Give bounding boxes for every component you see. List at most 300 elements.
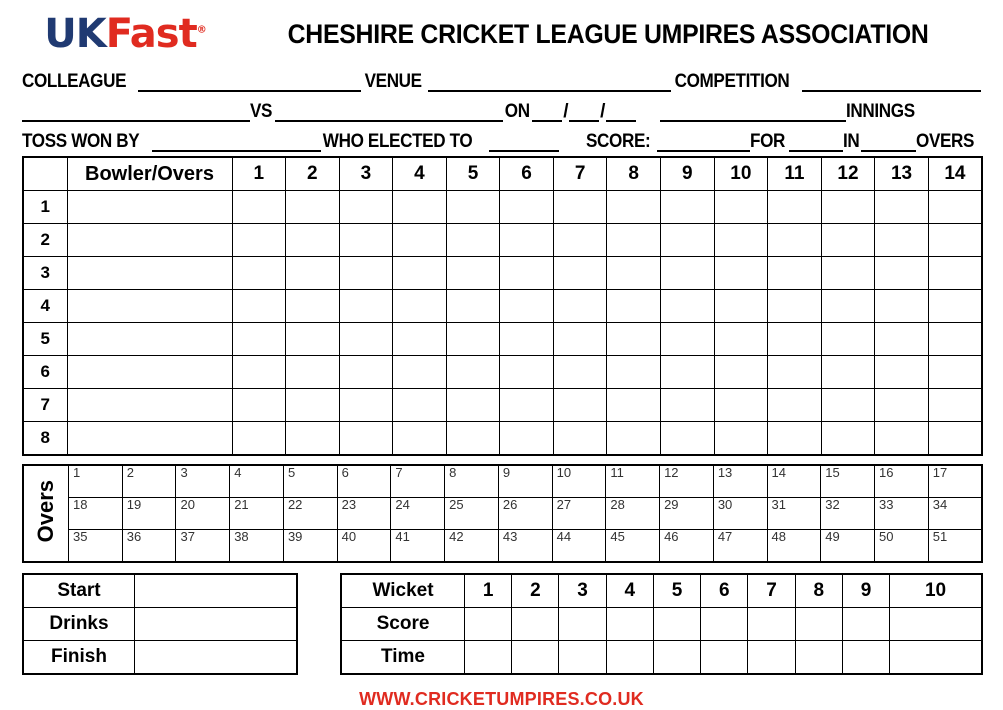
score-input[interactable] [657, 133, 750, 152]
bowler-over-cell[interactable] [446, 356, 500, 389]
in-overs-input[interactable] [861, 133, 916, 152]
bowler-over-cell[interactable] [768, 224, 822, 257]
bowler-over-cell[interactable] [339, 389, 393, 422]
bowler-over-cell[interactable] [232, 356, 286, 389]
over-number-cell[interactable]: 3 [176, 465, 230, 498]
bowler-name-cell[interactable] [67, 356, 232, 389]
bowler-over-cell[interactable] [821, 389, 875, 422]
bowler-over-cell[interactable] [339, 323, 393, 356]
registered-trademark-icon: ® [196, 24, 206, 36]
for-wickets-input[interactable] [789, 133, 843, 152]
over-column-header: 7 [553, 157, 607, 191]
wicket-score-cell[interactable] [465, 608, 512, 641]
bowler-name-header: Bowler/Overs [67, 157, 232, 191]
overs-row-2 [23, 498, 982, 530]
bowler-row-number: 8 [23, 422, 67, 456]
bowler-over-cell[interactable] [286, 224, 340, 257]
date-year-input[interactable] [606, 103, 636, 122]
over-number-cell[interactable]: 38 [230, 530, 284, 563]
over-number-cell[interactable]: 1 [69, 465, 123, 498]
fall-of-wickets-table [340, 573, 983, 675]
bowler-over-cell[interactable] [446, 290, 500, 323]
form-line-toss-score [0, 122, 1003, 152]
wicket-score-row [341, 608, 982, 641]
bowler-over-cell[interactable] [768, 191, 822, 224]
overs-row-1 [23, 465, 982, 498]
over-column-header: 5 [446, 157, 500, 191]
bowler-over-cell[interactable] [875, 257, 929, 290]
over-column-header: 3 [339, 157, 393, 191]
competition-input[interactable] [802, 73, 981, 92]
bowler-table-header-row [23, 157, 982, 191]
bowler-over-cell[interactable] [393, 389, 447, 422]
bowler-over-cell[interactable] [714, 224, 768, 257]
bowler-over-cell[interactable] [553, 257, 607, 290]
bowler-over-cell[interactable] [607, 290, 661, 323]
innings-label: INNINGS [846, 101, 915, 123]
bowler-over-cell[interactable] [714, 290, 768, 323]
bowler-over-cell[interactable] [607, 323, 661, 356]
bowler-row-number: 4 [23, 290, 67, 323]
bowler-over-cell[interactable] [875, 356, 929, 389]
over-number-cell[interactable]: 24 [391, 498, 445, 530]
bowler-row-number: 7 [23, 389, 67, 422]
start-value-cell[interactable] [135, 574, 298, 608]
bowler-over-cell[interactable] [875, 389, 929, 422]
overs-label: OVERS [916, 131, 975, 153]
over-column-header: 2 [286, 157, 340, 191]
session-row-drinks [23, 608, 297, 641]
bowler-over-cell[interactable] [393, 257, 447, 290]
wicket-time-cell[interactable] [890, 641, 982, 675]
wicket-time-cell[interactable] [748, 641, 795, 675]
over-column-header: 4 [393, 157, 447, 191]
bowler-over-cell[interactable] [607, 191, 661, 224]
bowler-over-cell[interactable] [928, 224, 982, 257]
bowler-row-number: 2 [23, 224, 67, 257]
bowler-over-cell[interactable] [286, 356, 340, 389]
bowler-over-cell[interactable] [875, 290, 929, 323]
wicket-time-cell[interactable] [606, 641, 653, 675]
bowler-over-cell[interactable] [393, 422, 447, 456]
bowler-row-7 [23, 389, 982, 422]
over-number-cell[interactable]: 4 [230, 465, 284, 498]
bowler-over-cell[interactable] [446, 257, 500, 290]
bowler-over-cell[interactable] [446, 323, 500, 356]
session-row-start [23, 574, 297, 608]
bowler-over-cell[interactable] [661, 389, 715, 422]
wicket-header-row [341, 574, 982, 608]
bowler-over-cell[interactable] [714, 422, 768, 456]
bowler-over-cell[interactable] [875, 323, 929, 356]
bowler-over-cell[interactable] [661, 191, 715, 224]
bowler-over-cell[interactable] [500, 191, 554, 224]
bowler-over-cell[interactable] [393, 323, 447, 356]
bowler-over-cell[interactable] [661, 224, 715, 257]
over-number-cell[interactable]: 23 [337, 498, 391, 530]
bowler-over-cell[interactable] [339, 290, 393, 323]
over-number-cell[interactable]: 21 [230, 498, 284, 530]
over-number-cell[interactable]: 36 [122, 530, 176, 563]
bowler-over-cell[interactable] [286, 257, 340, 290]
wicket-score-cell[interactable] [512, 608, 559, 641]
bowler-over-cell[interactable] [500, 257, 554, 290]
over-number-cell[interactable]: 28 [606, 498, 660, 530]
bowler-over-cell[interactable] [821, 422, 875, 456]
bowler-over-cell[interactable] [553, 224, 607, 257]
session-times-table [22, 573, 298, 675]
bowler-over-cell[interactable] [339, 356, 393, 389]
bowler-over-cell[interactable] [661, 290, 715, 323]
toss-won-by-label: TOSS WON BY [22, 131, 140, 153]
wicket-time-cell[interactable] [653, 641, 700, 675]
over-number-cell[interactable]: 5 [283, 465, 337, 498]
bowler-over-cell[interactable] [232, 257, 286, 290]
over-number-cell[interactable]: 42 [445, 530, 499, 563]
over-number-cell[interactable]: 43 [498, 530, 552, 563]
away-team-input[interactable] [275, 103, 503, 122]
bowler-over-cell[interactable] [500, 323, 554, 356]
page-title: CHESHIRE CRICKET LEAGUE UMPIRES ASSOCIATION [287, 18, 929, 49]
bowler-over-cell[interactable] [875, 191, 929, 224]
bowler-over-cell[interactable] [714, 356, 768, 389]
bowler-over-cell[interactable] [339, 422, 393, 456]
bowler-over-cell[interactable] [714, 323, 768, 356]
bowler-over-cell[interactable] [446, 224, 500, 257]
bowler-header-blank [23, 157, 67, 191]
bowler-over-cell[interactable] [232, 422, 286, 456]
bowler-over-cell[interactable] [339, 191, 393, 224]
bowler-over-cell[interactable] [875, 224, 929, 257]
wicket-score-cell[interactable] [653, 608, 700, 641]
bowler-row-number: 5 [23, 323, 67, 356]
wicket-time-cell[interactable] [842, 641, 889, 675]
bowler-row-6 [23, 356, 982, 389]
bowler-row-2 [23, 224, 982, 257]
bowler-row-4 [23, 290, 982, 323]
wicket-label: Wicket [341, 574, 465, 608]
bowler-over-cell[interactable] [339, 257, 393, 290]
over-number-cell[interactable]: 50 [875, 530, 929, 563]
wicket-score-cell[interactable] [890, 608, 982, 641]
over-number-cell[interactable]: 18 [69, 498, 123, 530]
overs-reference-table [22, 464, 983, 563]
over-number-cell[interactable]: 26 [498, 498, 552, 530]
bowler-row-number: 1 [23, 191, 67, 224]
bowler-row-5 [23, 323, 982, 356]
ukfast-logo [0, 11, 250, 57]
bowler-over-cell[interactable] [768, 422, 822, 456]
bowler-over-cell[interactable] [928, 389, 982, 422]
bowler-name-cell[interactable] [67, 323, 232, 356]
over-number-cell[interactable]: 10 [552, 465, 606, 498]
wicket-score-cell[interactable] [842, 608, 889, 641]
wicket-score-cell[interactable] [559, 608, 606, 641]
bowler-over-cell[interactable] [607, 356, 661, 389]
bowler-over-cell[interactable] [446, 191, 500, 224]
bowler-over-cell[interactable] [661, 422, 715, 456]
over-number-cell[interactable]: 46 [660, 530, 714, 563]
bowler-over-cell[interactable] [553, 422, 607, 456]
over-number-cell[interactable]: 7 [391, 465, 445, 498]
wicket-score-cell[interactable] [606, 608, 653, 641]
over-number-cell[interactable]: 51 [928, 530, 982, 563]
bowler-over-cell[interactable] [500, 389, 554, 422]
bowler-over-cell[interactable] [393, 191, 447, 224]
bowler-over-cell[interactable] [286, 323, 340, 356]
innings-input[interactable] [660, 103, 846, 122]
logo-text-uk: UK [44, 11, 106, 57]
bowler-over-cell[interactable] [714, 389, 768, 422]
bowler-over-cell[interactable] [393, 356, 447, 389]
bowler-over-cell[interactable] [875, 422, 929, 456]
bowler-row-3 [23, 257, 982, 290]
over-column-header: 13 [875, 157, 929, 191]
over-number-cell[interactable]: 27 [552, 498, 606, 530]
bowler-over-cell[interactable] [768, 389, 822, 422]
bowler-over-cell[interactable] [768, 323, 822, 356]
over-number-cell[interactable]: 35 [69, 530, 123, 563]
drinks-label: Drinks [23, 608, 135, 641]
over-number-cell[interactable]: 12 [660, 465, 714, 498]
over-column-header: 8 [607, 157, 661, 191]
session-times-body [23, 574, 297, 674]
bowler-row-number: 6 [23, 356, 67, 389]
bowler-over-cell[interactable] [714, 191, 768, 224]
over-number-cell[interactable]: 16 [875, 465, 929, 498]
bowler-over-cell[interactable] [232, 389, 286, 422]
over-number-cell[interactable]: 32 [821, 498, 875, 530]
over-number-cell[interactable]: 11 [606, 465, 660, 498]
bowler-over-cell[interactable] [393, 290, 447, 323]
wicket-time-cell[interactable] [559, 641, 606, 675]
logo-text-fast: Fast [105, 11, 197, 57]
over-column-header: 10 [714, 157, 768, 191]
footer-url[interactable]: WWW.CRICKETUMPIRES.CO.UK [359, 689, 644, 709]
in-label: IN [842, 131, 860, 153]
over-number-cell[interactable]: 19 [122, 498, 176, 530]
bowler-over-cell[interactable] [768, 257, 822, 290]
form-line-colleague-venue-competition [0, 62, 1003, 92]
bowler-over-cell[interactable] [286, 191, 340, 224]
over-number-cell[interactable]: 9 [498, 465, 552, 498]
bowler-over-cell[interactable] [500, 422, 554, 456]
over-column-header: 6 [500, 157, 554, 191]
on-label: ON [504, 101, 530, 123]
bowler-name-cell[interactable] [67, 389, 232, 422]
over-column-header: 14 [928, 157, 982, 191]
over-column-header: 12 [821, 157, 875, 191]
over-number-cell[interactable]: 34 [928, 498, 982, 530]
bowler-over-cell[interactable] [446, 422, 500, 456]
bowler-name-cell[interactable] [67, 422, 232, 456]
bowler-name-cell[interactable] [67, 191, 232, 224]
bowler-over-cell[interactable] [232, 290, 286, 323]
bowler-over-cell[interactable] [339, 224, 393, 257]
bowler-over-cell[interactable] [928, 257, 982, 290]
wicket-number-header: 10 [890, 574, 982, 608]
bowler-over-cell[interactable] [446, 389, 500, 422]
finish-label: Finish [23, 641, 135, 675]
over-number-cell[interactable]: 29 [660, 498, 714, 530]
wicket-number-header: 5 [653, 574, 700, 608]
score-label: SCORE: [585, 131, 651, 153]
wicket-number-header: 7 [748, 574, 795, 608]
bowler-over-cell[interactable] [232, 224, 286, 257]
bowler-over-cell[interactable] [928, 422, 982, 456]
over-number-cell[interactable]: 30 [713, 498, 767, 530]
bowler-over-cell[interactable] [821, 290, 875, 323]
bowler-name-cell[interactable] [67, 224, 232, 257]
who-elected-to-input[interactable] [489, 133, 559, 152]
over-column-header: 9 [661, 157, 715, 191]
overs-table-body [23, 465, 982, 562]
over-number-cell[interactable]: 45 [606, 530, 660, 563]
bowler-over-cell[interactable] [661, 356, 715, 389]
home-team-input[interactable] [22, 103, 250, 122]
bowler-over-cell[interactable] [821, 323, 875, 356]
bowler-over-cell[interactable] [821, 257, 875, 290]
session-row-finish [23, 641, 297, 675]
bowler-over-cell[interactable] [553, 191, 607, 224]
bowler-over-cell[interactable] [500, 356, 554, 389]
over-number-cell[interactable]: 31 [767, 498, 821, 530]
colleague-label: COLLEAGUE [22, 71, 127, 93]
over-number-cell[interactable]: 20 [176, 498, 230, 530]
bowler-over-cell[interactable] [553, 290, 607, 323]
start-label: Start [23, 574, 135, 608]
bowler-over-cell[interactable] [500, 224, 554, 257]
bowler-name-cell[interactable] [67, 290, 232, 323]
bowler-over-cell[interactable] [928, 290, 982, 323]
over-number-cell[interactable]: 41 [391, 530, 445, 563]
bowler-over-cell[interactable] [768, 290, 822, 323]
bowler-overs-table [22, 156, 983, 456]
toss-won-by-input[interactable] [152, 133, 321, 152]
bowler-over-cell[interactable] [607, 389, 661, 422]
bowler-over-cell[interactable] [607, 257, 661, 290]
over-number-cell[interactable]: 47 [713, 530, 767, 563]
wicket-number-header: 8 [795, 574, 842, 608]
bowler-over-cell[interactable] [928, 323, 982, 356]
bowler-over-cell[interactable] [928, 191, 982, 224]
over-number-cell[interactable]: 33 [875, 498, 929, 530]
bowler-over-cell[interactable] [393, 224, 447, 257]
over-number-cell[interactable]: 44 [552, 530, 606, 563]
venue-input[interactable] [428, 73, 670, 92]
wicket-score-cell[interactable] [748, 608, 795, 641]
bowler-over-cell[interactable] [553, 356, 607, 389]
date-slash-2: / [600, 101, 606, 123]
bowler-over-cell[interactable] [821, 224, 875, 257]
bowler-over-cell[interactable] [768, 356, 822, 389]
bowler-over-cell[interactable] [661, 323, 715, 356]
bowler-row-1 [23, 191, 982, 224]
finish-value-cell[interactable] [135, 641, 298, 675]
for-label: FOR [750, 131, 786, 153]
over-column-header: 1 [232, 157, 286, 191]
who-elected-to-label: WHO ELECTED TO [323, 131, 473, 153]
bowler-over-cell[interactable] [500, 290, 554, 323]
over-number-cell[interactable]: 15 [821, 465, 875, 498]
drinks-value-cell[interactable] [135, 608, 298, 641]
bowler-over-cell[interactable] [928, 356, 982, 389]
wicket-number-header: 2 [512, 574, 559, 608]
over-number-cell[interactable]: 40 [337, 530, 391, 563]
colleague-input[interactable] [138, 73, 361, 92]
form-line-teams-date-innings [0, 92, 1003, 122]
bowler-over-cell[interactable] [821, 191, 875, 224]
wicket-time-cell[interactable] [701, 641, 748, 675]
bowler-name-cell[interactable] [67, 257, 232, 290]
over-number-cell[interactable]: 37 [176, 530, 230, 563]
page-header [0, 0, 1003, 62]
bowler-over-cell[interactable] [553, 389, 607, 422]
over-number-cell[interactable]: 2 [122, 465, 176, 498]
over-number-cell[interactable]: 25 [445, 498, 499, 530]
bowler-over-cell[interactable] [607, 224, 661, 257]
date-month-input[interactable] [569, 103, 599, 122]
over-number-cell[interactable]: 48 [767, 530, 821, 563]
wicket-number-header: 1 [465, 574, 512, 608]
competition-label: COMPETITION [674, 71, 789, 93]
wicket-table-body [341, 574, 982, 674]
over-column-header: 11 [768, 157, 822, 191]
wicket-score-cell[interactable] [795, 608, 842, 641]
wicket-time-cell[interactable] [512, 641, 559, 675]
wicket-score-cell[interactable] [701, 608, 748, 641]
over-number-cell[interactable]: 39 [283, 530, 337, 563]
bowler-over-cell[interactable] [232, 191, 286, 224]
score-row-label: Score [341, 608, 465, 641]
wicket-number-header: 9 [842, 574, 889, 608]
bowler-over-cell[interactable] [286, 422, 340, 456]
wicket-time-cell[interactable] [795, 641, 842, 675]
bowler-table-body [23, 157, 982, 455]
overs-vertical-label: Overs [23, 465, 69, 562]
over-number-cell[interactable]: 14 [767, 465, 821, 498]
bowler-over-cell[interactable] [286, 290, 340, 323]
bowler-over-cell[interactable] [607, 422, 661, 456]
vs-label: VS [250, 101, 273, 123]
wicket-number-header: 4 [606, 574, 653, 608]
over-number-cell[interactable]: 22 [283, 498, 337, 530]
wicket-number-header: 6 [701, 574, 748, 608]
bowler-row-number: 3 [23, 257, 67, 290]
bowler-over-cell[interactable] [286, 389, 340, 422]
bottom-section [22, 573, 983, 675]
date-day-input[interactable] [532, 103, 562, 122]
bowler-over-cell[interactable] [661, 257, 715, 290]
over-number-cell[interactable]: 17 [928, 465, 982, 498]
bowler-over-cell[interactable] [821, 356, 875, 389]
time-row-label: Time [341, 641, 465, 675]
bowler-row-8 [23, 422, 982, 456]
venue-label: VENUE [364, 71, 422, 93]
wicket-number-header: 3 [559, 574, 606, 608]
over-number-cell[interactable]: 8 [445, 465, 499, 498]
overs-row-3 [23, 530, 982, 563]
wicket-time-row [341, 641, 982, 675]
over-number-cell[interactable]: 13 [713, 465, 767, 498]
date-slash-1: / [563, 101, 569, 123]
over-number-cell[interactable]: 6 [337, 465, 391, 498]
bowler-over-cell[interactable] [714, 257, 768, 290]
bowler-over-cell[interactable] [553, 323, 607, 356]
over-number-cell[interactable]: 49 [821, 530, 875, 563]
wicket-time-cell[interactable] [465, 641, 512, 675]
bowler-over-cell[interactable] [232, 323, 286, 356]
